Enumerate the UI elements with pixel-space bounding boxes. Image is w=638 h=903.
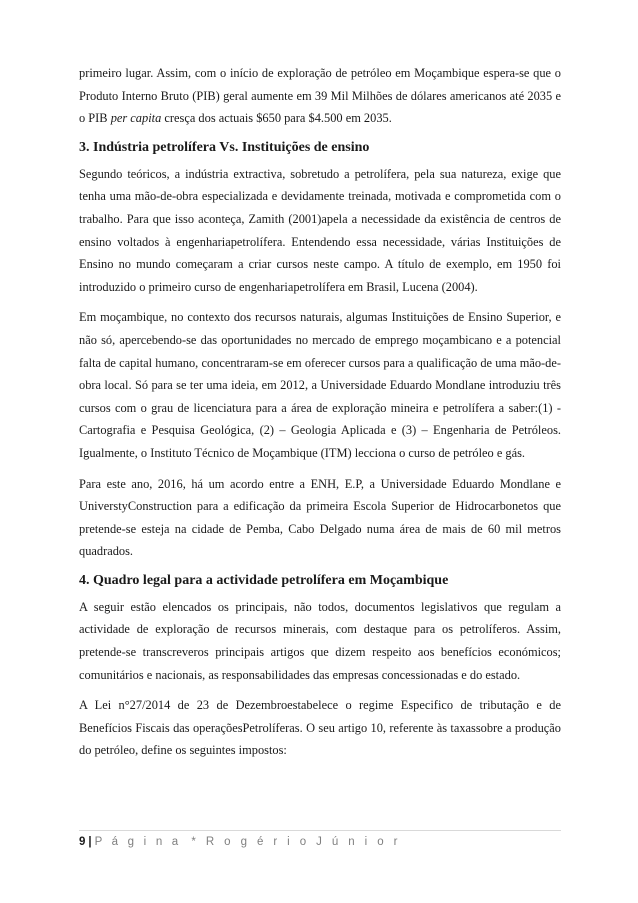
footer-author: * R o g é r i o J ú n i o r	[191, 836, 401, 848]
footer-divider	[79, 830, 561, 831]
footer-separator: |	[88, 836, 92, 848]
paragraph-lei: A Lei n°27/2014 de 23 de Dezembroestabelece o regime Especifico de tributação e de Benefícios Fiscais das operaçõesPetrolíferas. O seu artigo 10, referente às taxassobre a produção do petróleo, define os seguintes impostos:	[79, 698, 561, 758]
paragraph-pib-italic: per capita	[110, 111, 162, 126]
section-heading-4: 4. Quadro legal para a actividade petrolífera em Moçambique	[79, 572, 449, 588]
page-number: 9	[79, 836, 86, 848]
paragraph-acordo: Para este ano, 2016, há um acordo entre a ENH, E.P, a Universidade Eduardo Mondlane e UniverstyConstruction para a edificação da primeira Escola Superior de Hidrocarbonetos que pretende-se esteja na cidade de Pemba, Cabo Delgado numa área de mais de 60 mil metros quadrados.	[79, 476, 561, 559]
paragraph-legislacao: A seguir estão elencados os principais, não todos, documentos legislativos que regulam a actividade de exploração de recursos minerais, com destaque para os petrolíferos. Assim, pretende-se transcreveros principais artigos que dizem respeito aos benefícios económicos; comunitários e nacionais, as responsabilidades das empresas concessionadas e do estado.	[79, 599, 561, 682]
section-heading-3: 3. Indústria petrolífera Vs. Instituições de ensino	[79, 139, 370, 155]
paragraph-mocambique: Em moçambique, no contexto dos recursos naturais, algumas Instituições de Ensino Superior, e não só, apercebendo-se das oportunidades no mercado de emprego moçambicano e a potencial falta de capital humano, concentraram-se em oferecer cursos para a qualificação de uma mão-de-obra local. Só para se ter uma ideia, em 2012, a Universidade Eduardo Mondlane introduziu três cursos com o grau de licenciatura para a área de exploração mineira e petrolífera a saber:(1) - Cartografia e Pesquisa Geológica, (2) – Geologia Aplicada e (3) – Engenharia de Petróleos. Igualmente, o Instituto Técnico de Moçambique (ITM) lecciona o curso de petróleo e gás.	[79, 310, 561, 460]
page-content	[79, 62, 561, 770]
page-label: P á g i n a	[94, 836, 182, 848]
paragraph-pib-text-a: primeiro lugar. Assim, com o início de exploração de petróleo em Moçambique espera-se que o Produto Interno Bruto (PIB) geral aumente em 39 Mil Milhões de dólares americanos até 2035 e o PIB	[79, 66, 561, 126]
paragraph-pib-text-c: cresça dos actuais $650 para $4.500 em 2035.	[161, 111, 392, 126]
paragraph-pib	[79, 62, 561, 130]
paragraph-industria: Segundo teóricos, a indústria extractiva, sobretudo a petrolífera, pela sua natureza, exige que tenha uma mão-de-obra especializada e devidamente treinada, motivada e comprometida com o trabalho. Para que isso aconteça, Zamith (2001)apela a necessidade da existência de centros de ensino voltados à engenhariapetrolífera. Entendendo essa necessidade, várias Instituições de Ensino no mundo começaram a criar cursos neste campo. A título de exemplo, em 1950 foi introduzido o primeiro curso de engenhariapetrolífera em Brasil, Lucena (2004).	[79, 166, 561, 294]
page-footer	[79, 836, 401, 848]
